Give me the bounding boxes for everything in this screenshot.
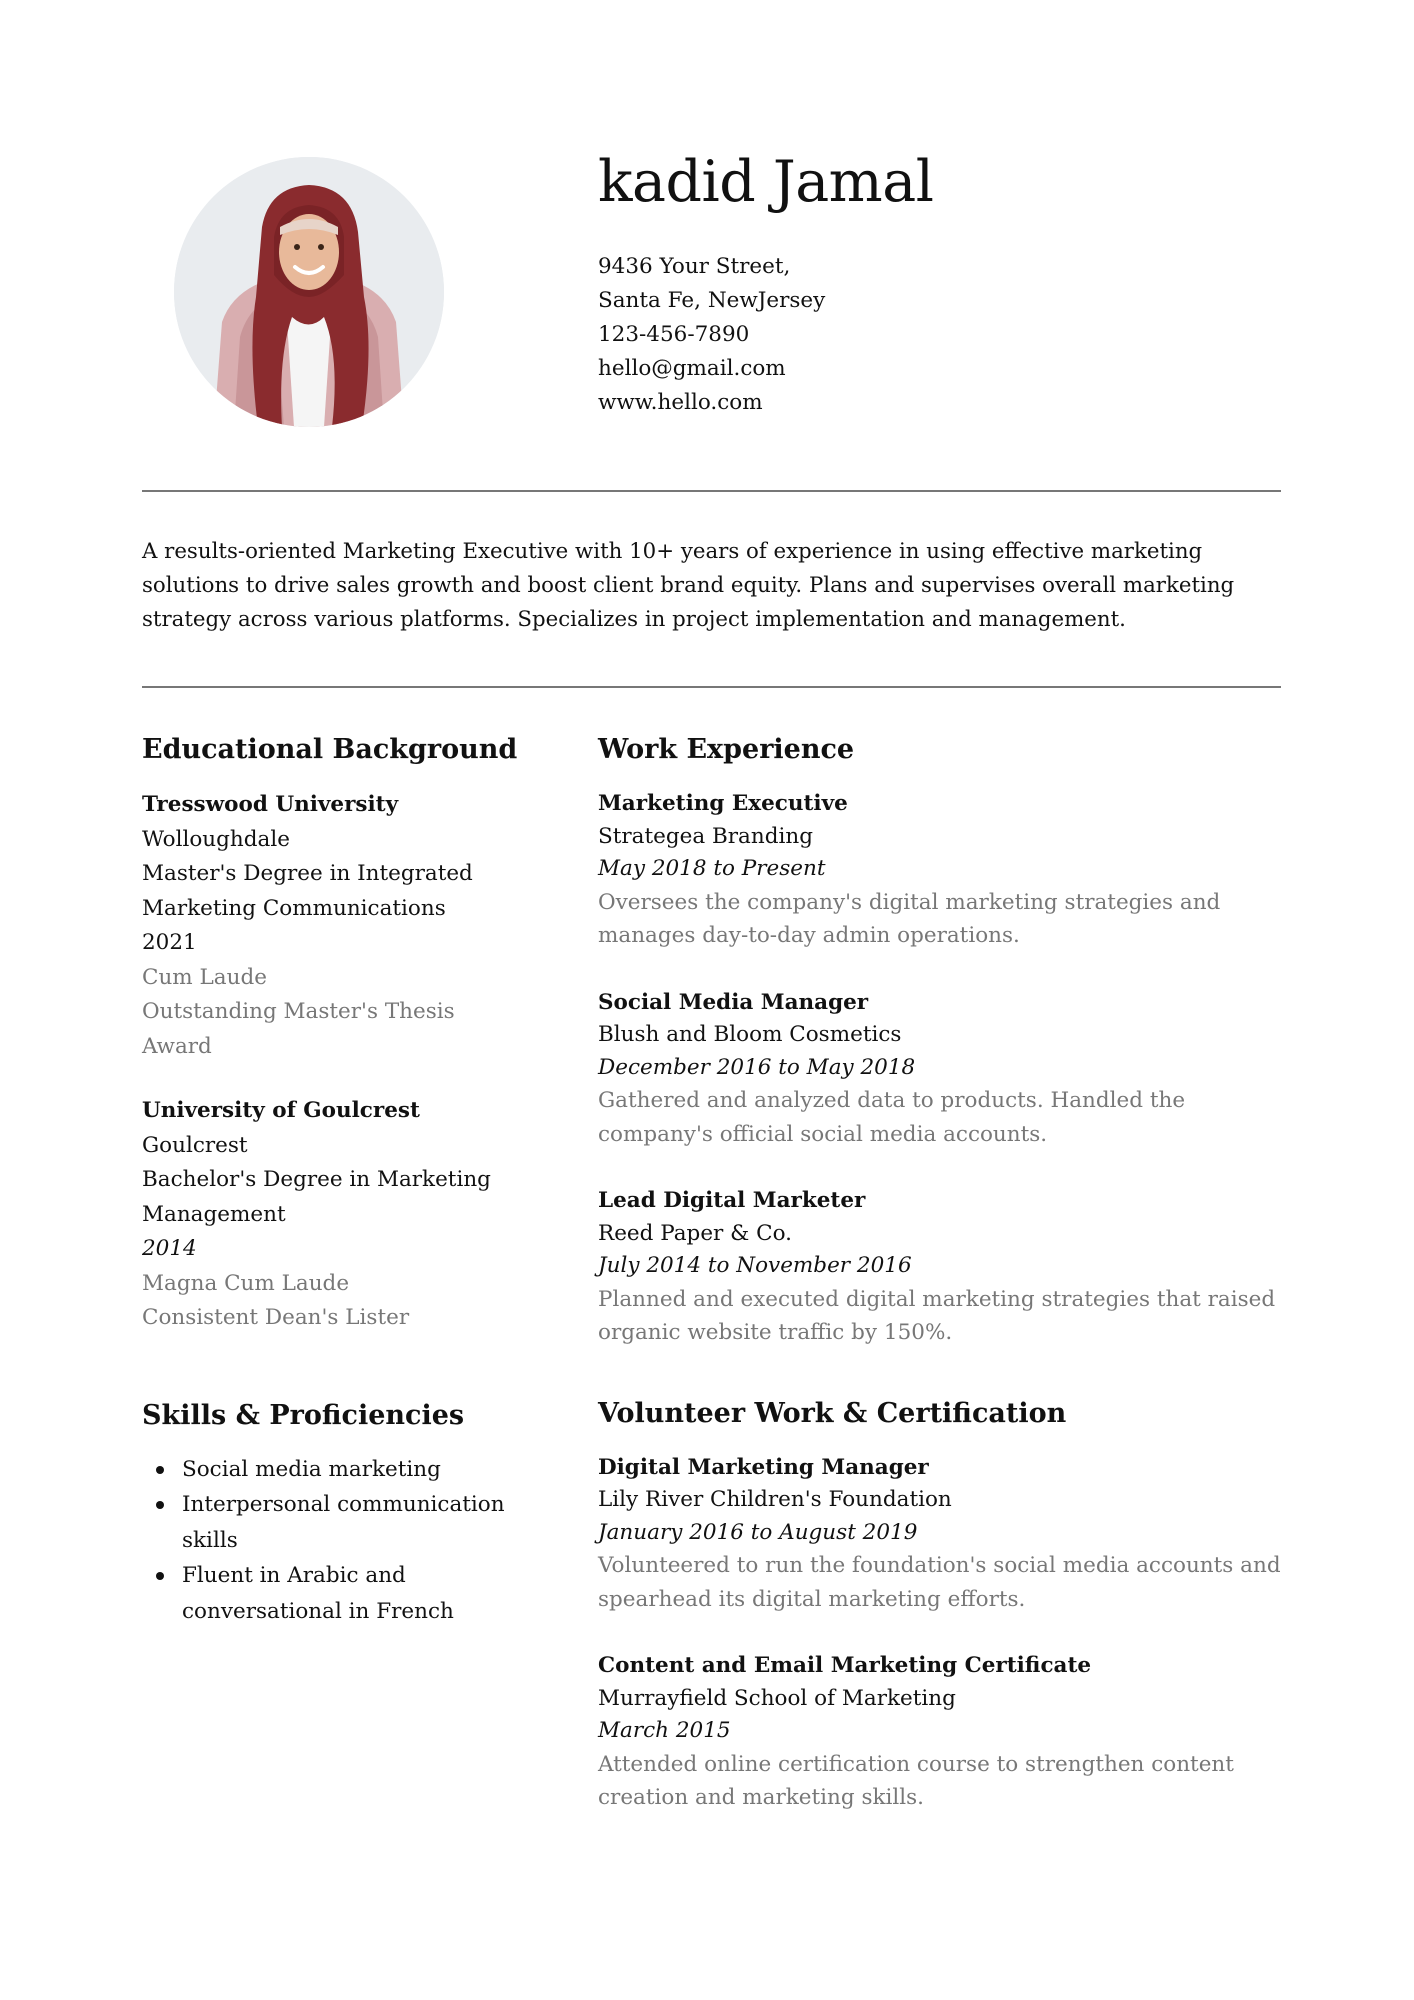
company-name: Blush and Bloom Cosmetics [598,1022,902,1047]
skill-text: Social media marketing [182,1456,441,1482]
education-heading: Educational Background [142,734,518,765]
skill-item [142,1452,552,1488]
certificate-description: creation and marketing skills. [598,1785,925,1810]
contact-phone: 123-456-7890 [598,322,750,347]
job-title: Social Media Manager [598,989,869,1015]
honor-item: Magna Cum Laude [142,1270,350,1296]
certificate-date: March 2015 [598,1718,731,1743]
role-description: spearhead its digital marketing efforts. [598,1586,1026,1612]
skill-text: skills [182,1527,238,1553]
skills-list [142,1452,552,1630]
role-dates: January 2016 to August 2019 [598,1519,918,1545]
school-name: University of Goulcrest [142,1098,420,1123]
skill-item [142,1558,552,1629]
work-heading: Work Experience [598,734,855,765]
job-dates: May 2018 to Present [598,856,826,881]
job-description: Oversees the company's digital marketing strategies and [598,889,1221,915]
role-description: Volunteered to run the foundation's social media accounts and [598,1553,1281,1578]
degree-line: Master's Degree in Integrated [142,861,473,886]
school-name: Tresswood University [142,792,399,817]
volunteer-heading: Volunteer Work & Certification [598,1397,1067,1429]
job-title: Marketing Executive [598,791,848,816]
company-name: Reed Paper & Co. [598,1220,792,1246]
honor-item: Award [142,1033,212,1059]
work-entry [598,1185,1298,1350]
job-description: manages day-to-day admin operations. [598,923,1020,948]
contact-city: Santa Fe, NewJersey [598,288,826,313]
certificate-title: Content and Email Marketing Certificate [598,1653,1092,1678]
divider-bottom [142,686,1281,688]
honor-item: Cum Laude [142,964,267,990]
job-title: Lead Digital Marketer [598,1188,866,1213]
contact-info [598,250,825,420]
profile-summary: A results-oriented Marketing Executive with 10+ years of experience in using effective marketing solutions to drive sales growth and boost client brand equity. Plans and supervises overall marketing strategy across various platforms. Specializes in project implementation and management. [142,539,1235,632]
skill-text: Fluent in Arabic and [182,1563,406,1588]
contact-email: hello@gmail.com [598,356,786,381]
degree-line: Marketing Communications [142,895,446,921]
contact-website: www.hello.com [598,390,763,415]
education-entry [142,788,552,1064]
contact-street: 9436 Your Street, [598,254,791,279]
job-description: company's official social media accounts. [598,1121,1048,1147]
organization-name: Lily River Children's Foundation [598,1487,952,1512]
job-description: organic website traffic by 150%. [598,1320,953,1345]
school-location: Goulcrest [142,1132,248,1158]
skill-item [142,1487,552,1558]
job-dates: July 2014 to November 2016 [598,1253,912,1278]
work-entry [598,788,1298,953]
job-dates: December 2016 to May 2018 [598,1054,916,1080]
candidate-name: kadid Jamal [598,149,934,215]
degree-line: Management [142,1201,286,1227]
right-column [598,730,1298,1815]
certification-entry [598,1650,1298,1815]
work-entry [598,987,1298,1152]
school-location: Wolloughdale [142,826,290,852]
profile-photo [174,157,444,427]
divider-top [142,490,1281,492]
company-name: Strategea Branding [598,823,813,849]
skill-text: Interpersonal communication [182,1492,505,1517]
job-description: Planned and executed digital marketing strategies that raised [598,1286,1276,1312]
honor-item: Outstanding Master's Thesis [142,999,455,1024]
education-entry [142,1094,552,1336]
degree-line: Bachelor's Degree in Marketing [142,1167,491,1192]
organization-name: Murrayfield School of Marketing [598,1685,956,1711]
role-title: Digital Marketing Manager [598,1454,929,1480]
job-description: Gathered and analyzed data to products. Handled the [598,1088,1186,1113]
skills-heading: Skills & Proficiencies [142,1399,465,1431]
volunteer-entry [598,1452,1298,1617]
left-column [142,730,552,1629]
honor-item: Consistent Dean's Lister [142,1305,410,1330]
graduation-year: 2014 [142,1236,197,1261]
certificate-description: Attended online certification course to strengthen content [598,1751,1234,1777]
graduation-year: 2021 [142,930,197,955]
skill-text: conversational in French [182,1598,454,1624]
